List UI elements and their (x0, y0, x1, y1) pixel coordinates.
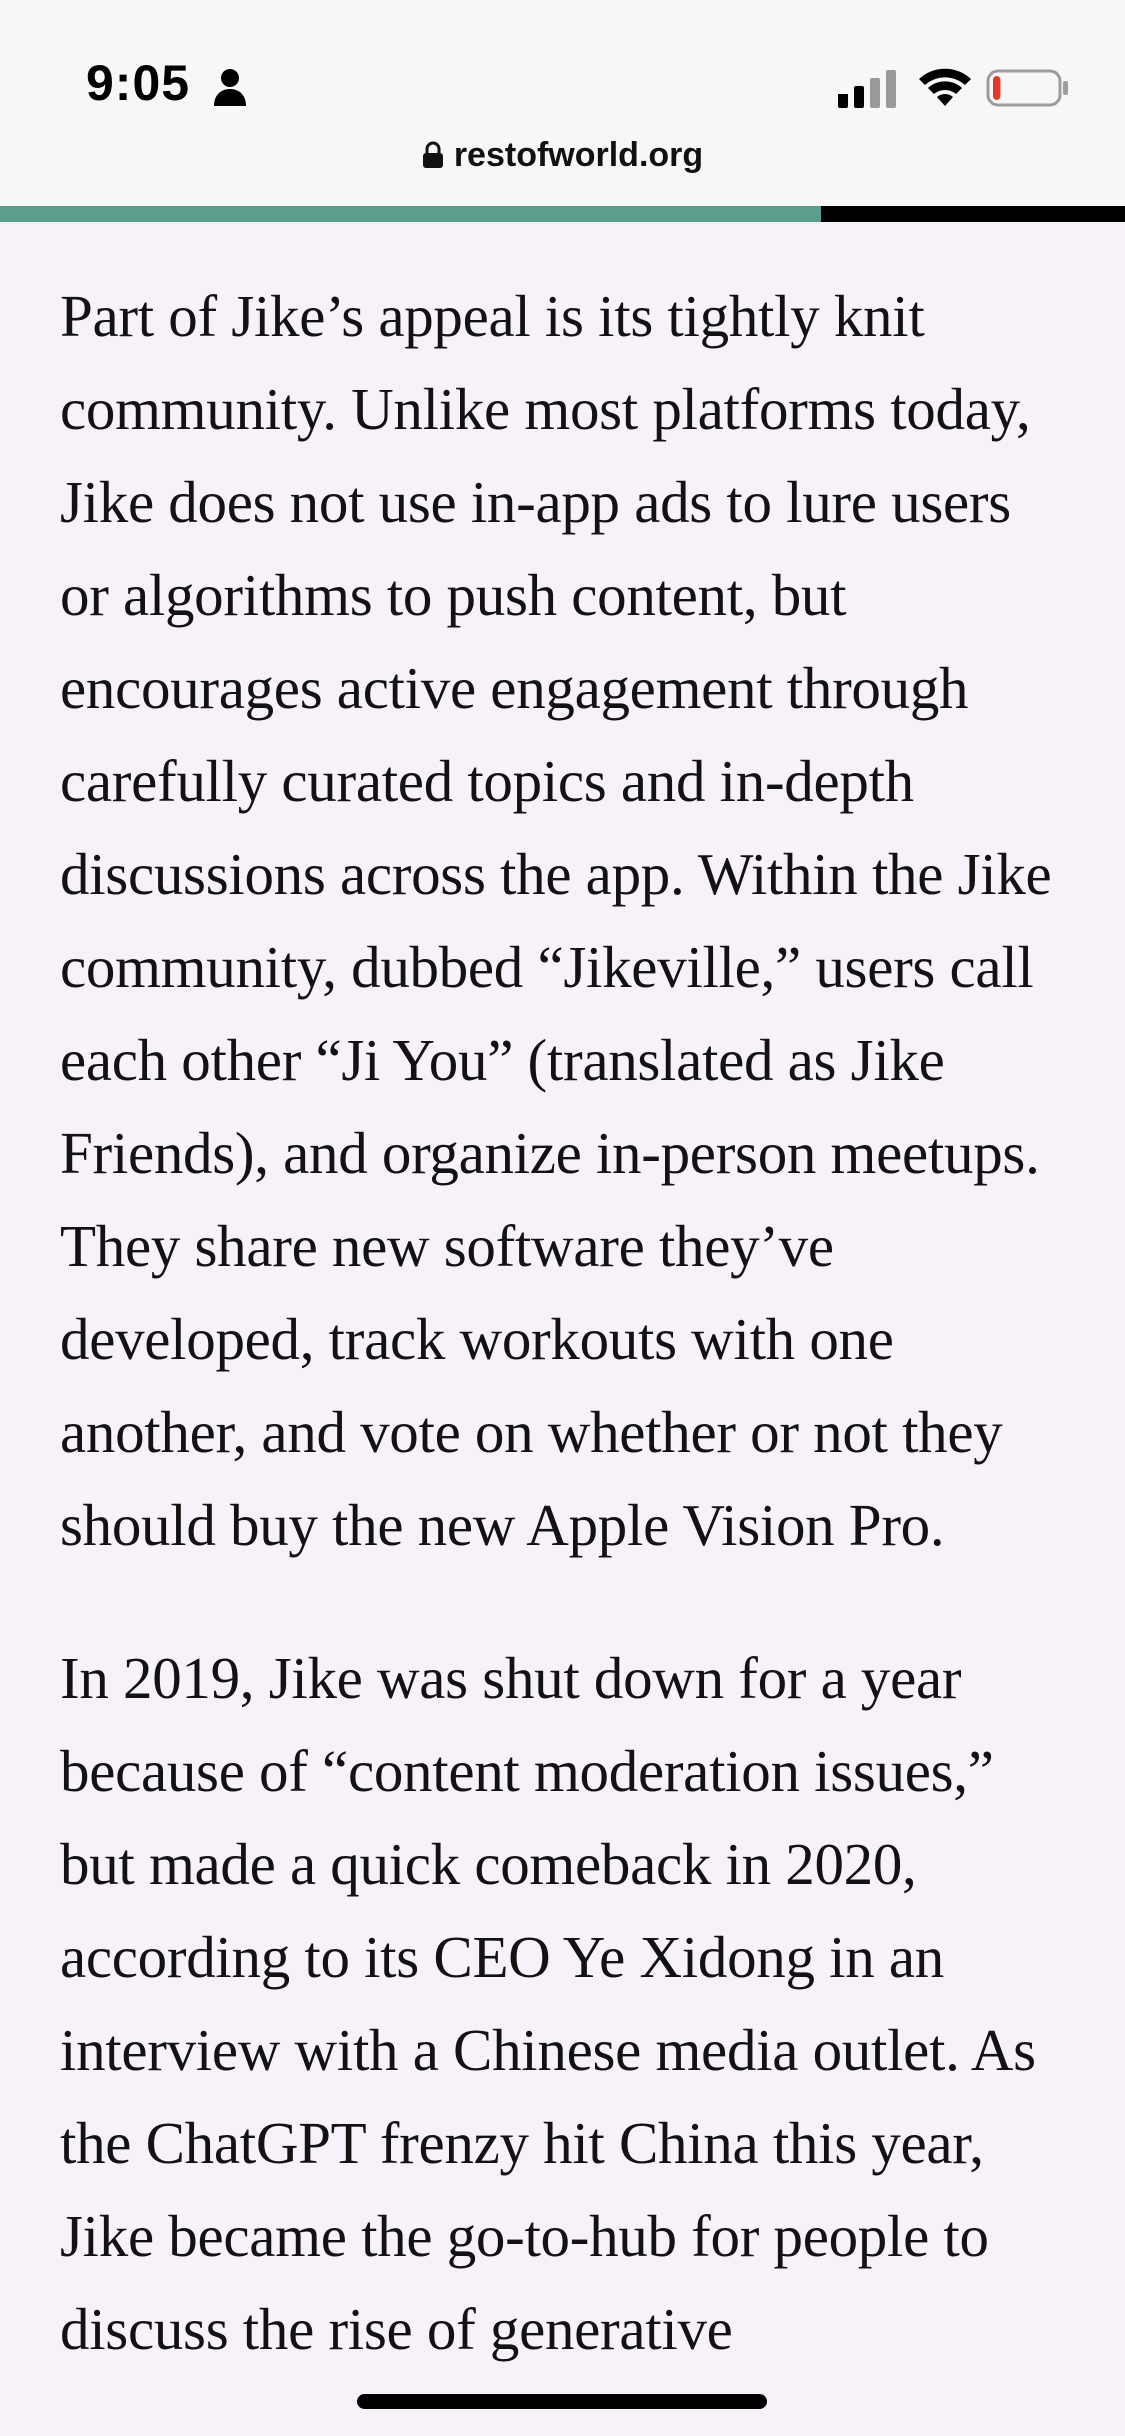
reading-progress-bar (0, 206, 1125, 222)
cellular-signal-icon (838, 70, 900, 110)
article-body (60, 270, 1070, 2436)
lock-icon (422, 141, 444, 169)
wifi-icon (918, 66, 972, 108)
reading-progress-fill (0, 206, 821, 222)
person-icon (212, 68, 248, 108)
home-indicator[interactable] (357, 2394, 767, 2409)
article-paragraph: In 2019, Jike was shut down for a year because of “content moderation issues,” but made a quick comeback in 2020, according to its CEO Ye Xidong in an interview with a Chinese media outlet. As the ChatGPT frenzy hit China this year, Jike became the go-to-hub for people to discuss the rise of generative (60, 1645, 1036, 2362)
battery-icon (986, 68, 1070, 108)
browser-address-bar[interactable] (0, 120, 1125, 206)
status-bar (0, 0, 1125, 120)
article-paragraph: Part of Jike’s appeal is its tightly knit community. Unlike most platforms today, Jike does not use in-app ads to lure users or algorithms to push content, but encourages active engagement through carefully curated topics and in-depth discussions across the app. Within the Jike community, dubbed “Jikeville,” users call each other “Ji You” (translated as Jike Friends), and organize in-person meetups. They share new software they’ve developed, track workouts with one another, and vote on whether or not they should buy the new Apple Vision Pro. (60, 283, 1052, 1558)
url-text[interactable]: restofworld.org (453, 136, 704, 174)
status-time: 9:05 (86, 55, 191, 111)
